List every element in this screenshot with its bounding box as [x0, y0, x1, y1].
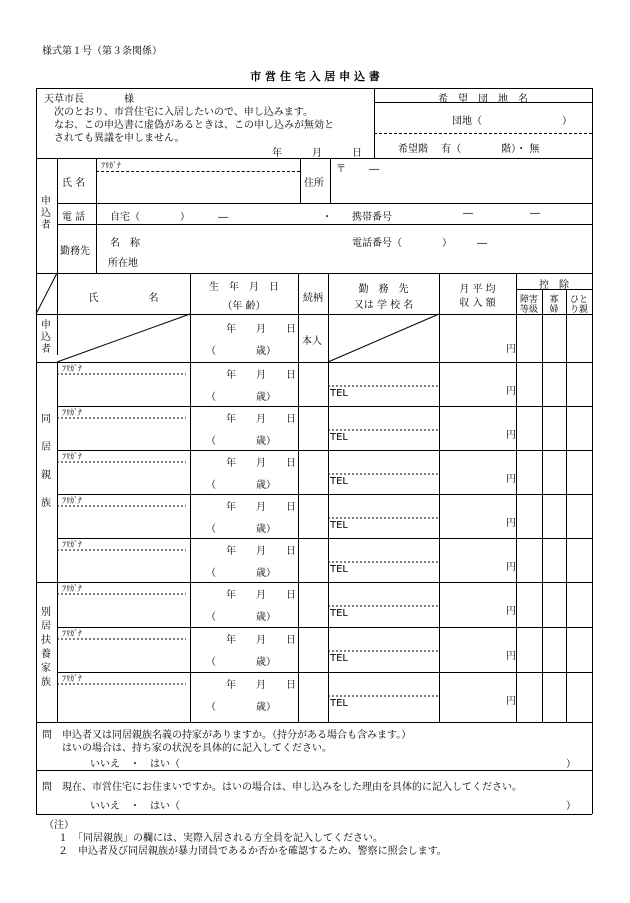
family-row-furigana: ﾌﾘｶﾞﾅ	[62, 496, 82, 505]
family-row-birth-date[interactable]: 年 月 日	[226, 458, 296, 469]
col-widow-2: 婦	[549, 305, 559, 315]
col-work-1: 勤 務 先	[358, 284, 409, 295]
col-single-parent-2: り親	[569, 305, 588, 315]
cohabiting-family-label: 同居親族	[41, 414, 51, 509]
mobile-dash-2: ―	[530, 208, 540, 219]
family-row-tel[interactable]: TEL	[330, 564, 348, 575]
family-row-income-yen[interactable]: 円	[506, 651, 516, 662]
family-row-furigana: ﾌﾘｶﾞﾅ	[62, 584, 82, 593]
question-2-close: ）	[566, 801, 576, 812]
applicant-row-label: 申込者	[41, 320, 51, 355]
applicant-relation: 本人	[302, 336, 322, 347]
note-2: ２ 申込者及び同居親族が暴力団員であるか否かを確認するため、警察に照会します。	[58, 846, 447, 857]
address-field[interactable]	[334, 174, 588, 200]
col-name: 氏 名	[88, 293, 159, 304]
addressee: 天草市長 様	[44, 94, 134, 105]
family-row-furigana: ﾌﾘｶﾞﾅ	[62, 674, 82, 683]
family-row-age[interactable]: （ 歳）	[206, 392, 276, 403]
wish-title: 希 望 団 地 名	[438, 94, 528, 105]
intro-line-1: 次のとおり、市営住宅に入居したいので、申し込みます。	[54, 107, 313, 118]
notes-title: （注）	[44, 820, 74, 831]
family-row-age[interactable]: （ 歳）	[206, 568, 276, 579]
family-row-birth-date[interactable]: 年 月 日	[226, 635, 296, 646]
workplace-label: 勤務先	[60, 246, 90, 257]
intro-line-3: されても異議を申しません。	[54, 133, 185, 144]
note-1: １ 「同居親族」の欄には、実際入居される方全員を記入してください。	[58, 833, 383, 844]
col-widow-1: 寡	[549, 295, 559, 305]
family-row-tel[interactable]: TEL	[330, 608, 348, 619]
col-single-parent-1: ひと	[569, 295, 588, 305]
wish-floor-field[interactable]: 希望階 有（ 階）・ 無	[398, 144, 540, 155]
family-row-furigana: ﾌﾘｶﾞﾅ	[62, 540, 82, 549]
question-2-answer[interactable]: いいえ ・ はい（	[90, 801, 180, 812]
phone-label: 電 話	[62, 212, 86, 223]
family-row-tel[interactable]: TEL	[330, 388, 348, 399]
question-1-line-1: 申込者又は同居親族名義の持家がありますか。（持分がある場合も含みます。）	[62, 730, 412, 741]
family-row-age[interactable]: （ 歳）	[206, 612, 276, 623]
col-birth-2: （年 齢）	[222, 301, 266, 312]
family-row-income-yen[interactable]: 円	[506, 696, 516, 707]
col-deduction: 控 除	[539, 280, 569, 291]
family-row-age[interactable]: （ 歳）	[206, 524, 276, 535]
family-row-tel[interactable]: TEL	[330, 653, 348, 664]
col-disability-1: 障害	[519, 295, 538, 305]
family-row-birth-date[interactable]: 年 月 日	[226, 546, 296, 557]
col-income-2: 収 入 額	[459, 298, 496, 309]
col-relation: 続柄	[303, 293, 323, 304]
applicant-age[interactable]: （ 歳）	[206, 346, 276, 357]
col-work-2: 又は 学 校 名	[353, 300, 414, 311]
family-row-furigana: ﾌﾘｶﾞﾅ	[62, 452, 82, 461]
family-row-tel[interactable]: TEL	[330, 520, 348, 531]
family-row-birth-date[interactable]: 年 月 日	[226, 414, 296, 425]
family-row-income-yen[interactable]: 円	[506, 518, 516, 529]
family-row-income-yen[interactable]: 円	[506, 386, 516, 397]
family-row-birth-date[interactable]: 年 月 日	[226, 590, 296, 601]
family-row-income-yen[interactable]: 円	[506, 430, 516, 441]
family-row-furigana: ﾌﾘｶﾞﾅ	[62, 629, 82, 638]
mobile-dash-1: ―	[463, 208, 473, 219]
family-row-furigana: ﾌﾘｶﾞﾅ	[62, 364, 82, 373]
family-row-age[interactable]: （ 歳）	[206, 657, 276, 668]
postal-code-field[interactable]: 〒 ―	[336, 164, 380, 175]
page-title: 市 営 住 宅 入 居 申 込 書	[250, 70, 380, 83]
family-row-tel[interactable]: TEL	[330, 432, 348, 443]
application-date[interactable]: 年 月 日	[272, 148, 362, 159]
phone-separator: ・	[322, 212, 332, 223]
workplace-phone-field[interactable]: 電話番号（ ） ―	[352, 238, 487, 249]
family-row-income-yen[interactable]: 円	[506, 474, 516, 485]
family-row-birth-date[interactable]: 年 月 日	[226, 370, 296, 381]
question-1-mark: 問	[42, 730, 52, 741]
home-phone-field[interactable]: 自宅（ ） ―	[110, 212, 229, 223]
family-row-birth-date[interactable]: 年 月 日	[226, 502, 296, 513]
family-row-birth-date[interactable]: 年 月 日	[226, 680, 296, 691]
question-1-close: ）	[566, 759, 576, 770]
name-furigana-label: ﾌﾘｶﾞﾅ	[101, 161, 121, 170]
family-row-tel[interactable]: TEL	[330, 698, 348, 709]
form-number: 様式第１号（第３条関係）	[42, 46, 162, 57]
family-row-age[interactable]: （ 歳）	[206, 702, 276, 713]
question-2-mark: 問	[42, 782, 52, 793]
wish-danchi-field[interactable]: 団地（ ）	[452, 116, 572, 127]
applicant-income-yen[interactable]: 円	[506, 344, 516, 355]
family-row-income-yen[interactable]: 円	[506, 562, 516, 573]
mobile-phone-label: 携帯番号	[352, 212, 392, 223]
col-birth-1: 生 年 月 日	[209, 282, 279, 293]
name-label: 氏 名	[62, 178, 86, 189]
family-row-age[interactable]: （ 歳）	[206, 480, 276, 491]
family-row-furigana: ﾌﾘｶﾞﾅ	[62, 408, 82, 417]
applicant-birth-date[interactable]: 年 月 日	[226, 324, 296, 335]
col-disability-2: 等級	[519, 305, 538, 315]
dependent-family-label: 別居扶養家族	[41, 607, 51, 688]
workplace-name-label: 名 称	[110, 238, 140, 249]
intro-line-2: なお、この申込書に虚偽があるときは、この申し込みが無効と	[54, 120, 334, 131]
applicant-side-label: 申込者	[41, 196, 51, 231]
question-1-answer[interactable]: いいえ ・ はい（	[90, 759, 180, 770]
question-1-line-2: はいの場合は、持ち家の状況を具体的に記入してください。	[62, 743, 332, 754]
applicant-name-field[interactable]	[100, 176, 296, 200]
family-row-age[interactable]: （ 歳）	[206, 436, 276, 447]
family-row-tel[interactable]: TEL	[330, 476, 348, 487]
workplace-address-label: 所在地	[108, 258, 138, 269]
question-2-line-1: 現在、市営住宅にお住まいですか。はいの場合は、申し込みをした理由を具体的に記入してください。	[62, 782, 522, 793]
family-row-income-yen[interactable]: 円	[506, 606, 516, 617]
col-income-1: 月 平 均	[459, 284, 496, 295]
address-label: 住所	[304, 178, 324, 189]
